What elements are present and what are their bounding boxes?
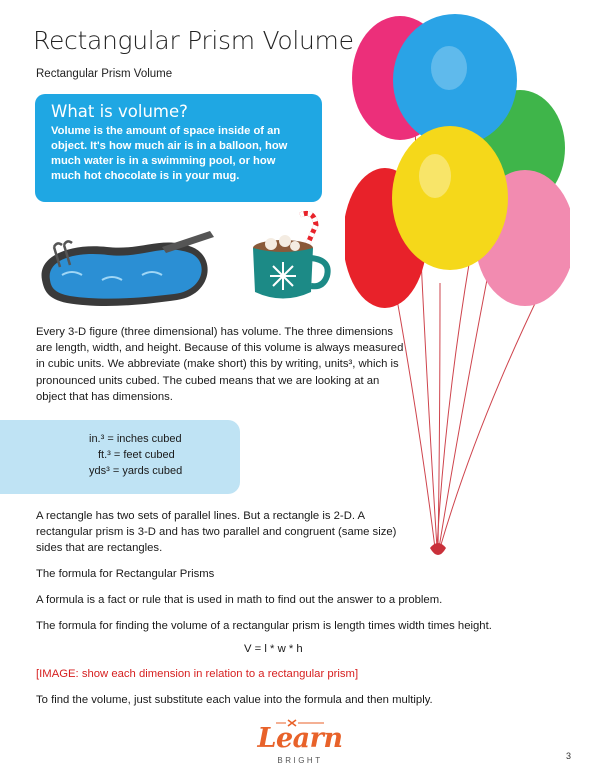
page-title: Rectangular Prism Volume (33, 26, 354, 55)
volume-formula: V = l * w * h (244, 643, 303, 655)
unit-yards: yds³ = yards cubed (89, 465, 183, 477)
image-placeholder-note: [IMAGE: show each dimension in relation to a rectangular prism] (36, 668, 359, 680)
volume-heading: What is volume? (51, 102, 188, 121)
page-number: 3 (566, 751, 572, 761)
hot-chocolate-mug-illustration (245, 210, 335, 310)
unit-feet: ft.³ = feet cubed (98, 449, 175, 461)
balloons-illustration (345, 8, 570, 583)
logo-sub: BRIGHT (277, 756, 323, 765)
formula-definition: A formula is a fact or rule that is used in math to find out the answer to a problem. (36, 594, 443, 606)
formula-heading: The formula for Rectangular Prisms (36, 568, 215, 580)
units-box (0, 420, 240, 494)
unit-inches: in.³ = inches cubed (89, 433, 182, 445)
paragraph-volume-units: Every 3-D figure (three dimensional) has volume. The three dimensions are length, width, and height. Because of this volume is always measured in cubic units. We abbreviate (make short) this by writing, units³, which is pronounced units cubed. The cubed means that we are looking at an object that has dimensions. (36, 326, 404, 403)
volume-definition: Volume is the amount of space inside of an object. It's how much air is in a balloon, how much water is in a swimming pool, or how much hot chocolate is in your mug. (51, 125, 288, 182)
page-subtitle: Rectangular Prism Volume (36, 68, 173, 80)
formula-intro: The formula for finding the volume of a rectangular prism is length times width times height. (36, 620, 492, 632)
balloon-yellow (392, 126, 508, 270)
paragraph-rectangle: A rectangle has two sets of parallel lines. But a rectangle is 2-D. A rectangular prism is 3-D and has two parallel and congruent (same size) sides that are rectangles. (36, 510, 397, 555)
learn-bright-logo (248, 716, 352, 768)
closing-sentence: To find the volume, just substitute each value into the formula and then multiply. (36, 694, 433, 706)
what-is-volume-box (35, 94, 322, 202)
swimming-pool-illustration (32, 225, 220, 313)
logo-word: Learn (257, 723, 343, 754)
